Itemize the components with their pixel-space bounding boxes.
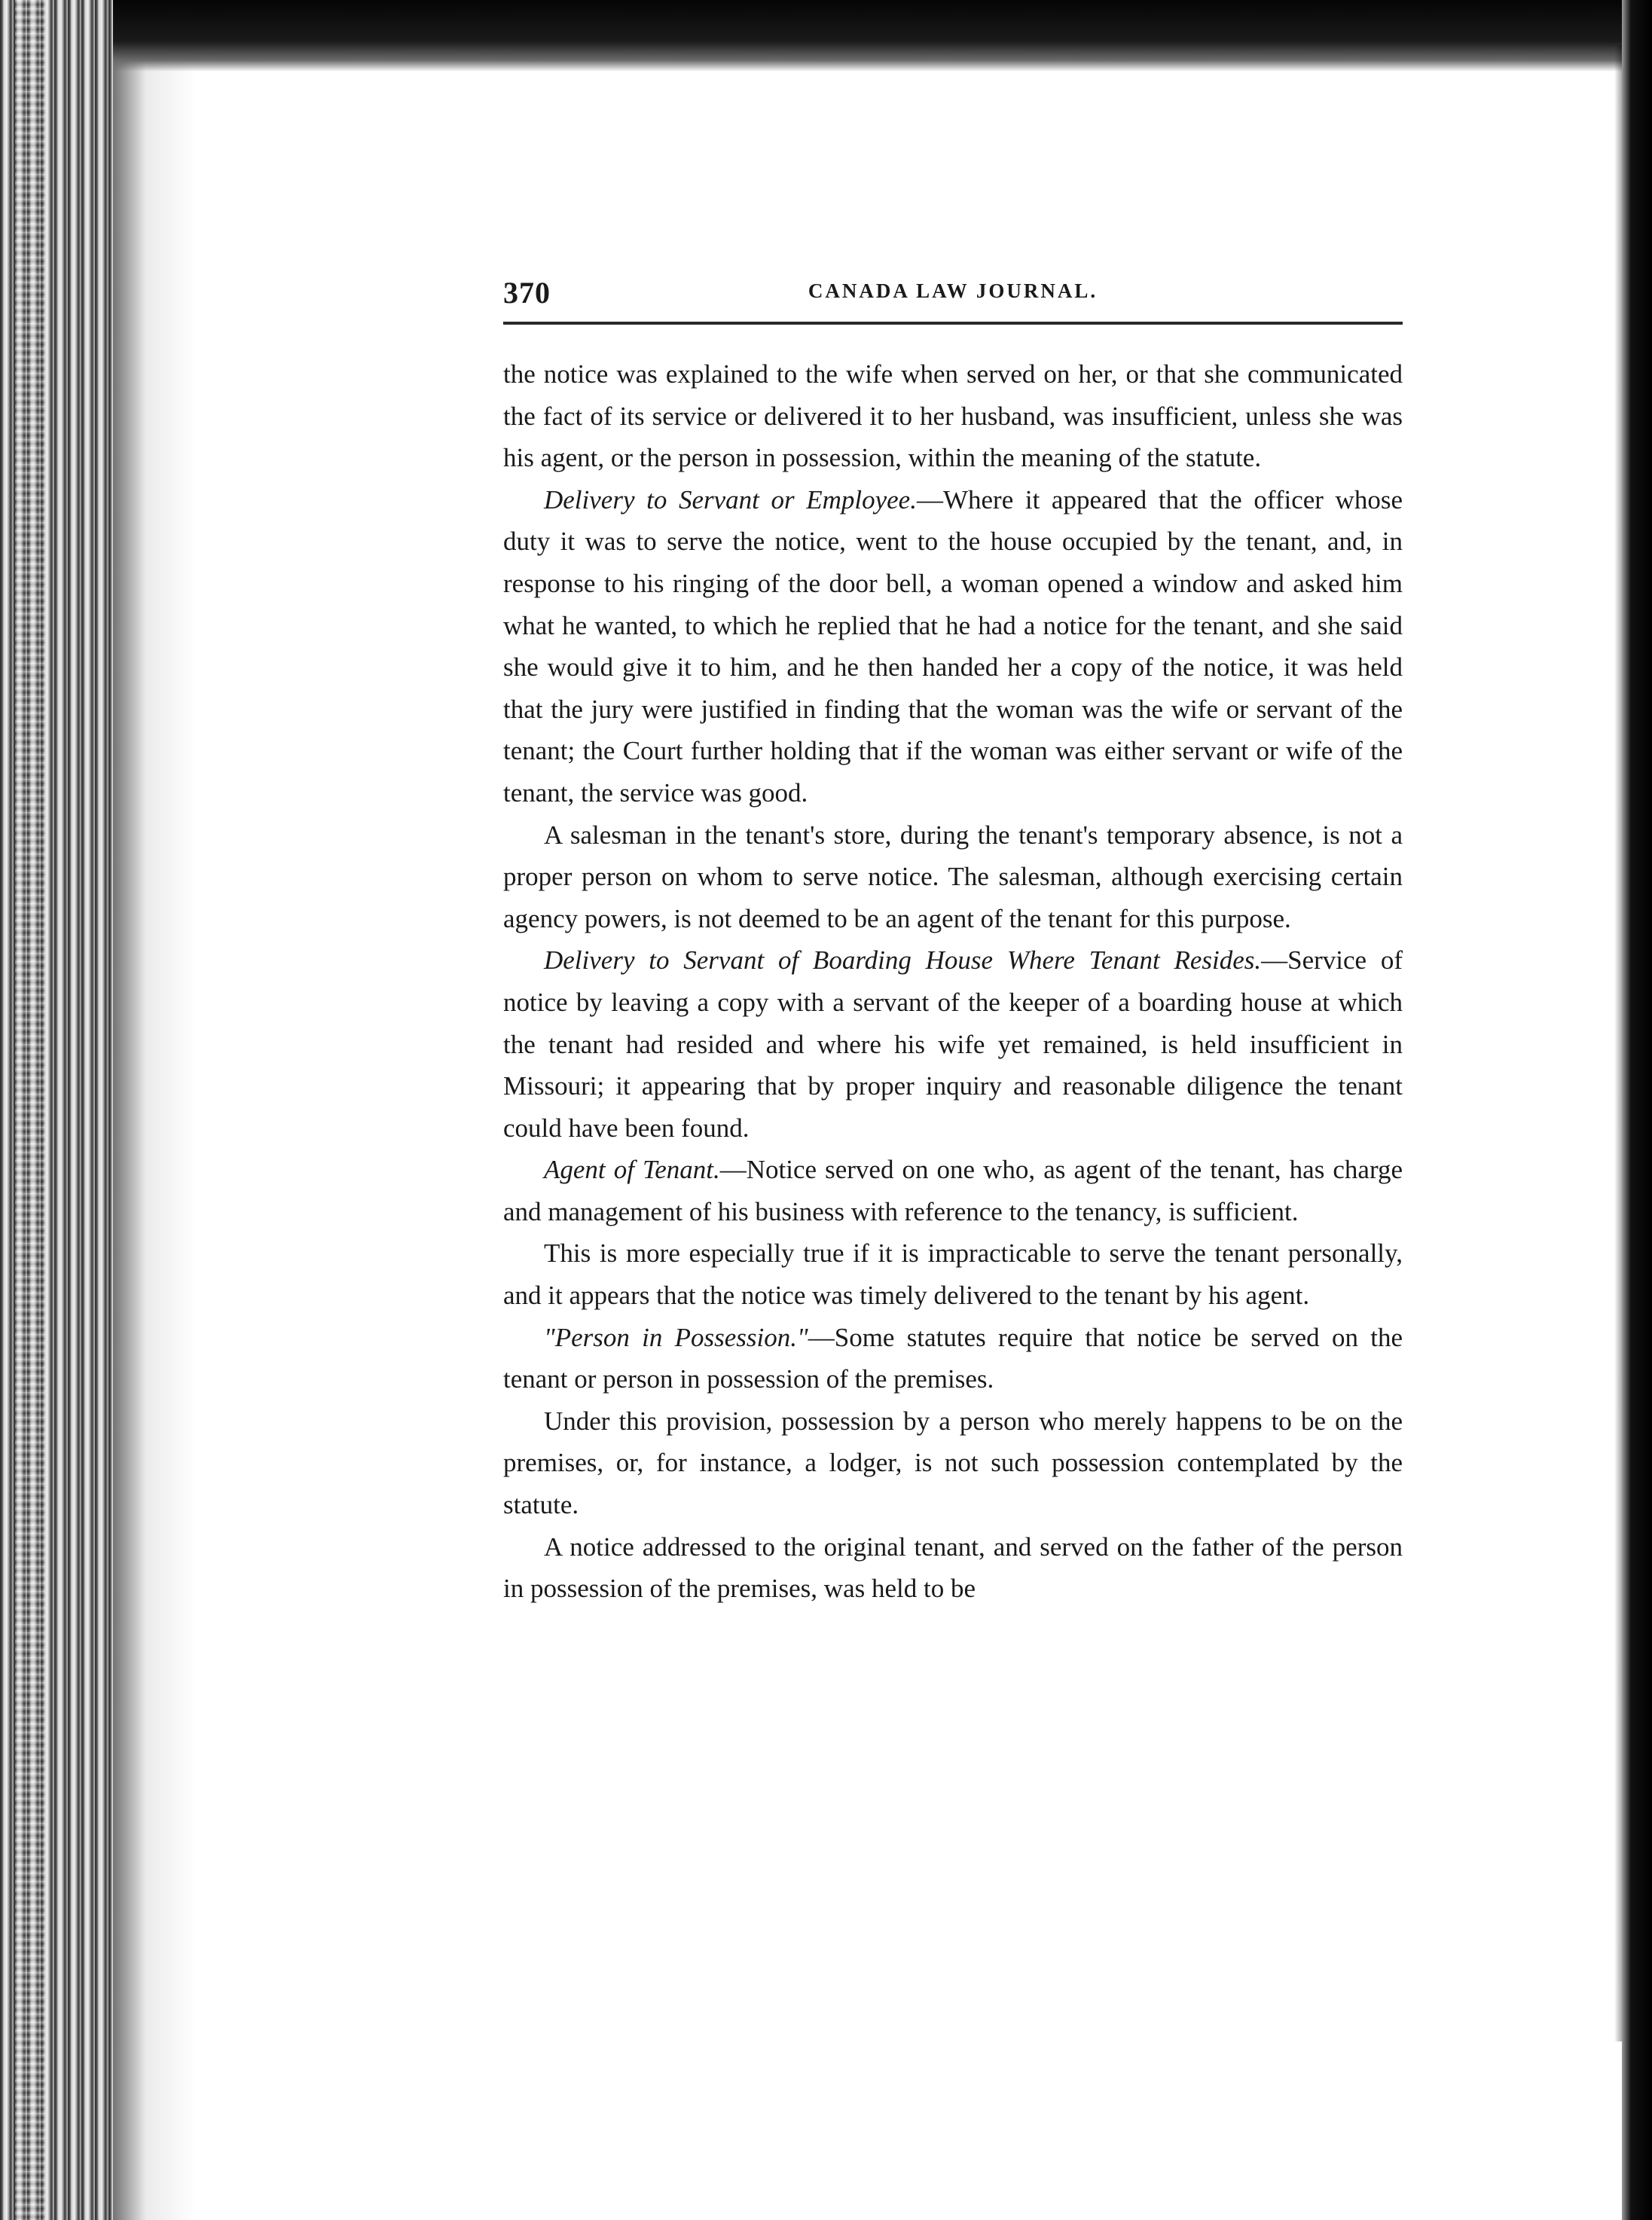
paragraph-text: A notice addressed to the original tenant, and served on the father of the person in possession of the premises, was held to be [503,1531,1403,1604]
paragraph [503,814,1403,940]
paragraph [503,1232,1403,1316]
paragraph [503,479,1403,814]
paragraph-heading: Delivery to Servant or Employee. [544,484,917,515]
scan-binding-edge [0,0,113,2220]
paragraph-text: —Where it appeared that the officer whose duty it was to serve the notice, went to the house occupied by the tenant, and, in response to his ringing of the door bell, a woman opened a window and asked him what he wanted, to which he replied that he had a notice for the tenant, and she said she would give it to him, and he then handed her a copy of the notice, it was held that the jury were justified in finding that the woman was the wife or servant of the tenant; the Court further holding that if the woman was either servant or wife of the tenant, the service was good. [503,484,1403,808]
paragraph-heading: "Person in Possession." [544,1322,808,1352]
paragraph [503,1317,1403,1400]
page-number: 370 [503,276,551,310]
body-text [503,353,1403,1610]
scan-top-edge [113,0,1652,72]
paragraph [503,353,1403,479]
paragraph [503,1400,1403,1526]
paragraph-heading: Agent of Tenant. [544,1155,720,1185]
paragraph-text: the notice was explained to the wife when served on her, or that she communicated the fact of its service or delivered it to her husband, was insufficient, unless she was his agent, or the person in possession, within the meaning of the statute. [503,359,1403,473]
scan-right-shadow [1614,45,1622,2041]
page-header [503,275,1403,322]
paragraph-text: This is more especially true if it is impracticable to serve the tenant personally, and it appears that the notice was timely delivered to the tenant by his agent. [503,1238,1403,1311]
paragraph-text: —Notice served on one who, as agent of the tenant, has charge and management of his business with reference to the tenancy, is sufficient. [503,1155,1403,1226]
paragraph-text: —Some statutes require that notice be served on the tenant or person in possession of the premises. [503,1322,1403,1394]
header-rule [503,322,1403,325]
scan-gutter-shadow [113,0,196,2220]
paragraph-text: —Service of notice by leaving a copy with a servant of the keeper of a boarding house at which the tenant had resided and where his wife yet remained, is held insufficient in Missouri; it appearing that by proper inquiry and reasonable diligence the tenant could have been found. [503,945,1403,1143]
running-title: CANADA LAW JOURNAL. [808,279,1098,302]
paragraph-text: A salesman in the tenant's store, during the tenant's temporary absence, is not a proper person on whom to serve notice. The salesman, although exercising certain agency powers, is not deemed to be an agent of the tenant for this purpose. [503,820,1403,933]
paragraph [503,939,1403,1149]
paragraph-heading: Delivery to Servant of Boarding House Where Tenant Resides. [544,945,1262,976]
paragraph-text: Under this provision, possession by a person who merely happens to be on the premises, or, for instance, a lodger, is not such possession contemplated by the statute. [503,1406,1403,1520]
book-page [503,275,1403,1610]
scan-right-edge [1622,0,1652,2220]
paragraph [503,1526,1403,1610]
paragraph [503,1149,1403,1232]
